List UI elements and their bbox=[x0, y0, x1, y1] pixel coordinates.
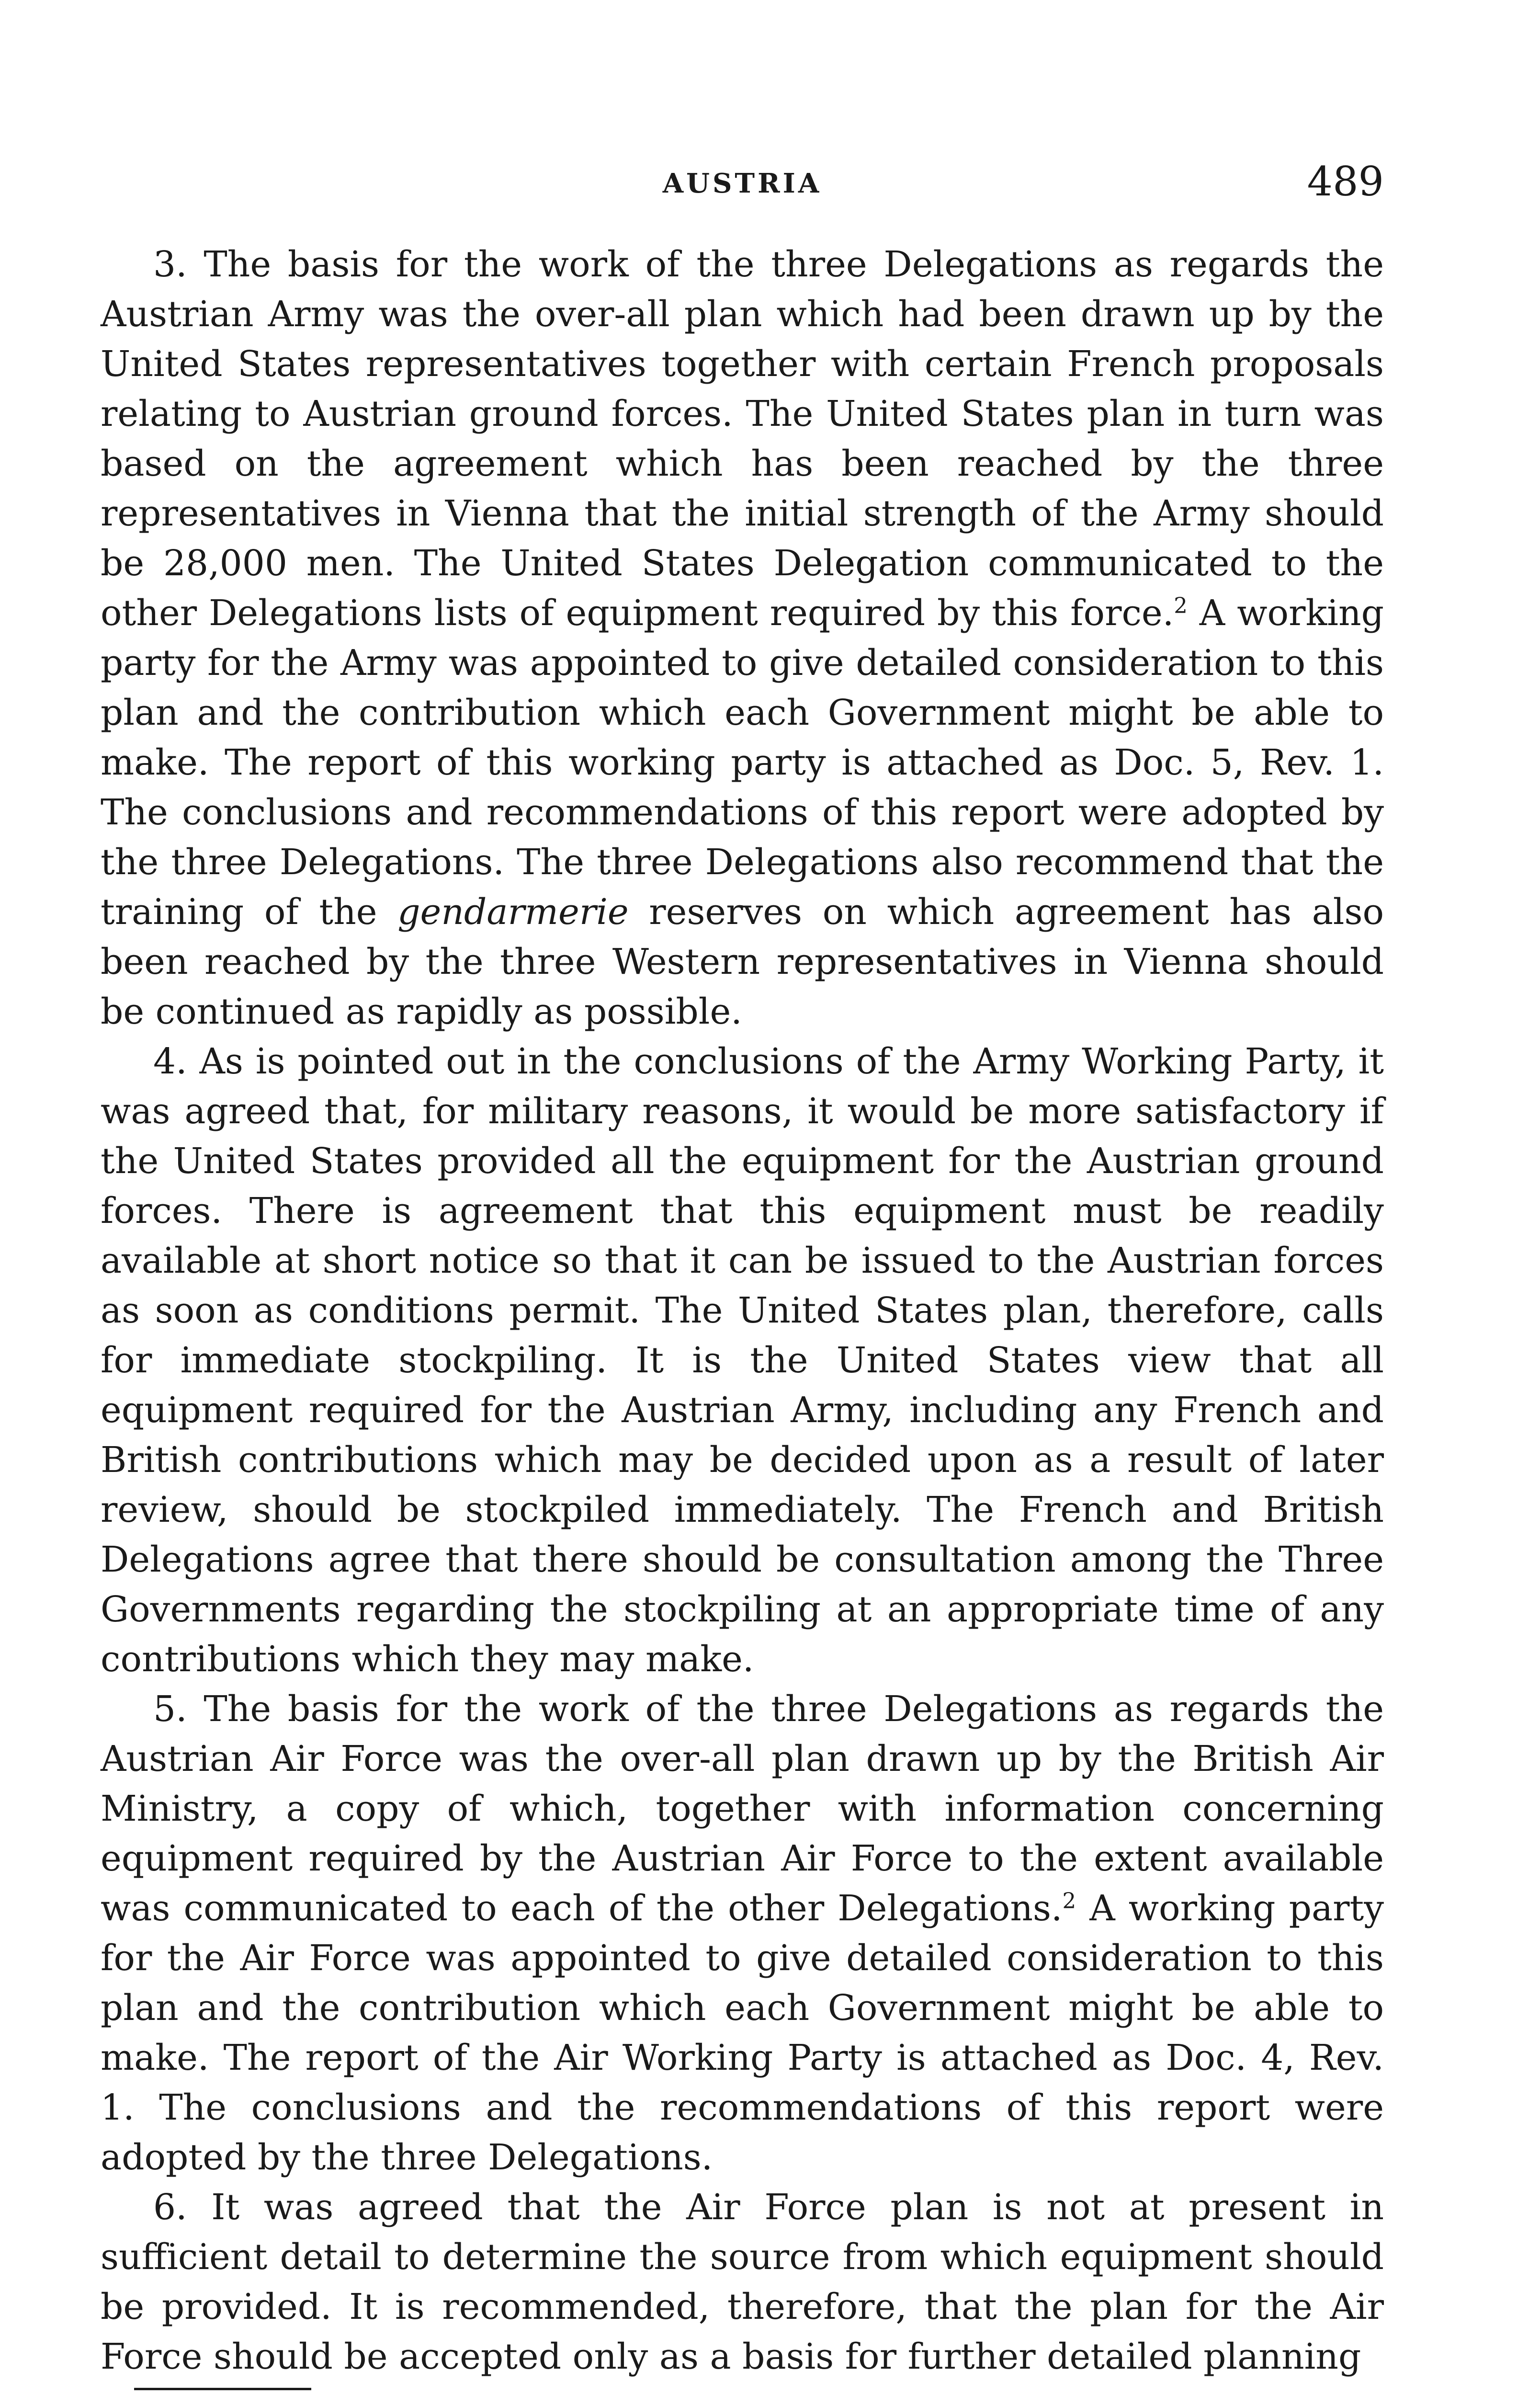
paragraph-4: 4. As is pointed out in the conclusions of the Army Working Party, it was agreed that, for military reasons, it would be more satisfactory if the United States provided all the equipment for the Austrian ground forces. There is agreement that this equipment must be readily available at short notice so that it can be issued to the Austrian forces as soon as conditions permit. The United States plan, therefore, calls for immediate stockpiling. It is the United States view that all equipment required for the Austrian Army, including any French and British contributions which may be decided upon as a result of later review, should be stockpiled immediately. The French and British Delegations agree that there should be consultation among the Three Governments regarding the stockpiling at an appropriate time of any contributions which they may make. bbox=[101, 1041, 1384, 1680]
footnote-ref: 2 bbox=[1062, 1888, 1076, 1914]
page-number: 489 bbox=[1307, 158, 1384, 205]
body-text bbox=[101, 240, 1384, 2382]
paragraph-3-text-b: A working party for the Army was appointed to give detailed consideration to this plan and the contribution which each Government might be able to make. The report of this working party is attached as Doc. 5, Rev. 1. The conclusions and recommendations of this report were adopted by the three Delegations. The three Delegations also recommend that the training of the bbox=[101, 593, 1384, 933]
paragraph-5-text-a: 5. The basis for the work of the three Delegations as regards the Austrian Air Force was the over-all plan drawn up by the British Air Ministry, a copy of which, together with information concerning equipment required by the Austrian Air Force to the extent available was communicated to each of the other Delegations. bbox=[101, 1688, 1384, 1929]
footnote-divider bbox=[134, 2388, 311, 2390]
paragraph-5-text-b: A working party for the Air Force was appointed to give detailed consideration to this plan and the contribution which each Government might be able to make. The report of the Air Working Party is attached as Doc. 4, Rev. 1. The conclusions and the recommendations of this report were adopted by the three Delegations. bbox=[101, 1888, 1384, 2178]
paragraph-3-text-c: reserves on which agreement has also been reached by the three Western representatives in Vienna should be continued as rapidly as possible. bbox=[101, 891, 1384, 1032]
paragraph-6: 6. It was agreed that the Air Force plan is not at present in sufficient detail to determine the source from which equipment should be provided. It is recommended, therefore, that the plan for the Air Force should be accepted only as a basis for further detailed planning bbox=[101, 2187, 1384, 2377]
footnote-ref: 2 bbox=[1174, 593, 1188, 618]
paragraph-3-text-a: 3. The basis for the work of the three Delegations as regards the Austrian Army was the over-all plan which had been drawn up by the United States representatives together with certain French proposals relating to Austrian ground forces. The United States plan in turn was based on the agreement which has been reached by the three representatives in Vienna that the initial strength of the Army should be 28,000 men. The United States Delegation communicated to the other Delegations lists of equipment required by this force. bbox=[101, 244, 1384, 634]
paragraph-5 bbox=[101, 1684, 1384, 2182]
paragraph-3 bbox=[101, 240, 1384, 1037]
italic-term: gendarmerie bbox=[397, 891, 629, 933]
running-head bbox=[101, 158, 1384, 206]
running-head-title: AUSTRIA bbox=[662, 168, 822, 199]
